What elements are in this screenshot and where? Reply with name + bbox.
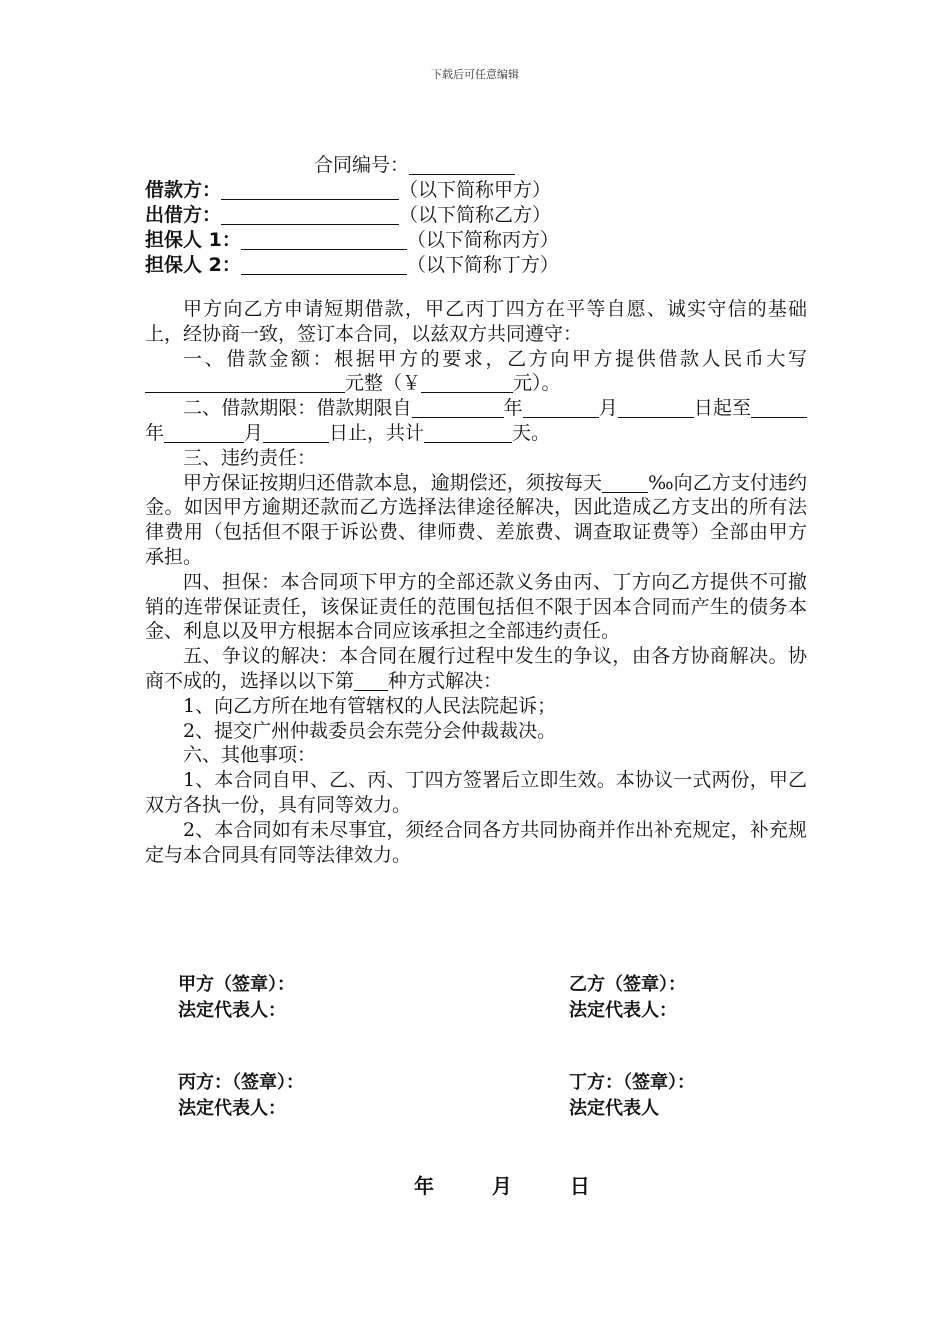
- clause-text: 日止，共计: [329, 421, 425, 444]
- dispute-option-2: 2、提交广州仲裁委员会东莞分会仲裁裁决。: [183, 719, 557, 742]
- signature-party-a: [178, 972, 295, 1024]
- dispute-option-blank[interactable]: [354, 670, 388, 691]
- clause-term: [145, 396, 807, 446]
- party-label: 出借方：: [145, 204, 222, 226]
- other-item-1: 1、本合同自甲、乙、丙、丁四方签署后立即生效。本协议一式两份，甲乙双方各执一份，具有同等效力。: [145, 769, 807, 816]
- intro-paragraph: 甲方向乙方申请短期借款，甲乙丙丁四方在平等自愿、诚实守信的基础上，经协商一致，签订本合同，以兹双方共同遵守：: [145, 298, 807, 345]
- signature-representative: 法定代表人：: [178, 1000, 286, 1021]
- clause-text: 二、借款期限：借款期限自: [183, 397, 412, 420]
- signature-party-d: [569, 1070, 695, 1122]
- signature-party-c: [178, 1070, 304, 1122]
- party-label: 担保人 1：: [145, 229, 241, 251]
- party-guarantor-2: [145, 250, 559, 277]
- clause-text: ‰向乙方支付违约金。如因甲方逾期还款而乙方选择法律途径解决，因此造成乙方支出的所有法律费用（包括但不限于诉讼费、律师费、差旅费、调查取证费等）全部由甲方承担。: [145, 471, 807, 568]
- party-name-blank[interactable]: [221, 204, 399, 225]
- signature-title: 丙方：（签章）：: [178, 1072, 304, 1093]
- start-day-blank[interactable]: [618, 397, 694, 418]
- contract-number-label: 合同编号：: [314, 154, 410, 176]
- penalty-rate-blank[interactable]: [602, 472, 648, 493]
- signature-representative: 法定代表人：: [178, 1098, 286, 1119]
- party-guarantor-1: [145, 225, 559, 252]
- party-name-blank[interactable]: [241, 229, 407, 250]
- party-name-blank[interactable]: [241, 254, 407, 275]
- party-suffix: （以下简称丁方）: [406, 254, 559, 276]
- signature-title: 乙方（签章）：: [569, 974, 686, 995]
- clause-text: 元）。: [513, 372, 561, 395]
- party-name-blank[interactable]: [221, 179, 399, 200]
- signature-party-b: [569, 972, 686, 1024]
- clause-text: 天。: [512, 421, 551, 444]
- dispute-option-1: 1、向乙方所在地有管辖权的人民法院起诉；: [183, 694, 557, 717]
- date-line: 年 月 日: [414, 1174, 590, 1198]
- other-item-2: 2、本合同如有未尽事宜，须经合同各方共同协商并作出补充规定，补充规定与本合同具有同等法律效力。: [145, 818, 807, 866]
- amount-words-blank[interactable]: [145, 372, 345, 393]
- clause-text: 月: [244, 421, 264, 444]
- start-year-blank[interactable]: [412, 397, 504, 418]
- clause-text: 一、借款金额：根据甲方的要求，乙方向甲方提供借款人民币大写: [183, 347, 807, 370]
- clause-text: 种方式解决：: [388, 669, 503, 692]
- contract-number-blank[interactable]: [409, 154, 515, 175]
- clause-amount: [145, 347, 807, 397]
- party-suffix: （以下简称丙方）: [406, 229, 559, 251]
- contract-body: [145, 297, 807, 867]
- party-lender: [145, 200, 551, 227]
- clause-liability-title: 三、违约责任：: [183, 446, 317, 469]
- header-note: 下载后可任意编辑: [431, 68, 519, 81]
- amount-number-blank[interactable]: [421, 372, 513, 393]
- signature-representative: 法定代表人: [569, 1098, 659, 1119]
- clause-liability: [145, 471, 807, 570]
- clause-text: 元整（￥: [345, 372, 422, 395]
- start-month-blank[interactable]: [523, 397, 599, 418]
- end-month-blank[interactable]: [164, 422, 244, 443]
- clause-dispute: [145, 644, 807, 694]
- clause-text: 月: [598, 397, 618, 420]
- signature-title: 甲方（签章）：: [178, 974, 295, 995]
- party-label: 借款方：: [145, 179, 222, 201]
- clause-text: 五、争议的解决：本合同在履行过程中发生的争议，由各方协商解决。协商不成的，选择以以下第: [145, 645, 807, 692]
- party-suffix: （以下简称甲方）: [399, 179, 552, 201]
- clause-other-title: 六、其他事项：: [183, 744, 317, 767]
- end-day-blank[interactable]: [263, 422, 329, 443]
- clause-text: 年: [503, 397, 523, 420]
- signature-representative: 法定代表人：: [569, 1000, 677, 1021]
- clause-text: 年: [145, 421, 165, 444]
- party-label: 担保人 2：: [145, 254, 241, 276]
- contract-number-line: [314, 150, 515, 177]
- signature-title: 丁方：（签章）：: [569, 1072, 695, 1093]
- party-borrower: [145, 175, 551, 202]
- clause-text: 日起至: [693, 397, 751, 420]
- party-suffix: （以下简称乙方）: [399, 204, 552, 226]
- total-days-blank[interactable]: [424, 422, 512, 443]
- clause-text: 甲方保证按期归还借款本息，逾期偿还，须按每天: [183, 471, 603, 494]
- clause-guarantee: 四、担保：本合同项下甲方的全部还款义务由丙、丁方向乙方提供不可撤销的连带保证责任，该保证责任的范围包括但不限于因本合同而产生的债务本金、利息以及甲方根据本合同应该承担之全部违约责任。: [145, 570, 807, 643]
- end-year-blank[interactable]: [751, 397, 807, 418]
